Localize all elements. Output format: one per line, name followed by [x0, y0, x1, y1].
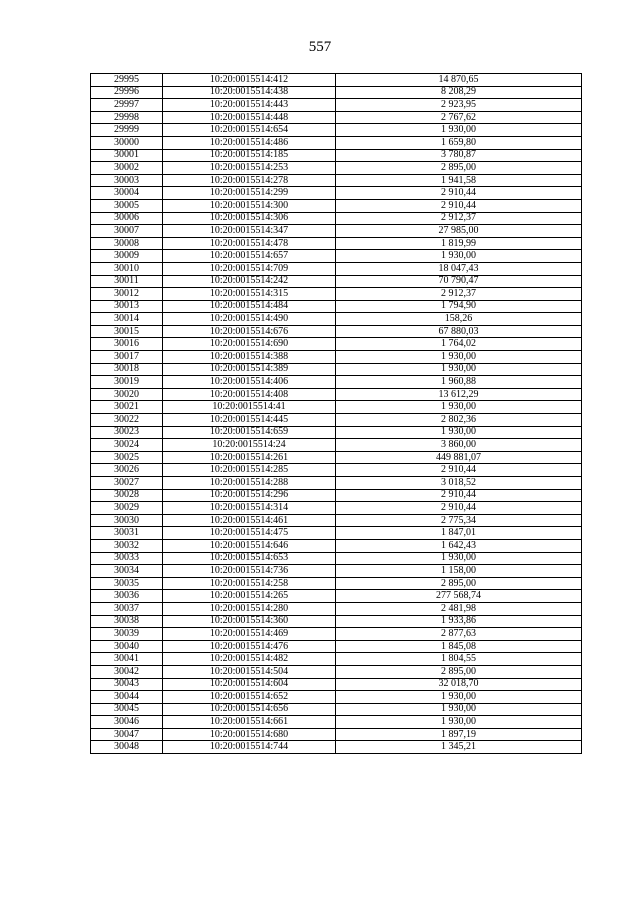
table-row: [91, 325, 582, 338]
row-number-cell: 30039: [91, 628, 163, 641]
cadastral-number-cell: 10:20:0015514:41: [163, 401, 336, 414]
cadastral-number-cell: 10:20:0015514:690: [163, 338, 336, 351]
cadastral-value-cell: 2 910,44: [336, 199, 582, 212]
cadastral-number-cell: 10:20:0015514:315: [163, 288, 336, 301]
cadastral-value-cell: 2 877,63: [336, 628, 582, 641]
cadastral-number-cell: 10:20:0015514:360: [163, 615, 336, 628]
table-row: [91, 741, 582, 754]
cadastral-value-cell: 1 794,90: [336, 300, 582, 313]
row-number-cell: 30010: [91, 262, 163, 275]
table-row: [91, 401, 582, 414]
cadastral-number-cell: 10:20:0015514:314: [163, 502, 336, 515]
table-row: [91, 665, 582, 678]
cadastral-number-cell: 10:20:0015514:469: [163, 628, 336, 641]
table-row: [91, 716, 582, 729]
table-row: [91, 313, 582, 326]
cadastral-number-cell: 10:20:0015514:300: [163, 199, 336, 212]
table-row: [91, 439, 582, 452]
cadastral-value-cell: 18 047,43: [336, 262, 582, 275]
cadastral-number-cell: 10:20:0015514:299: [163, 187, 336, 200]
table-row: [91, 489, 582, 502]
cadastral-number-cell: 10:20:0015514:278: [163, 174, 336, 187]
cadastral-value-cell: 1 930,00: [336, 124, 582, 137]
row-number-cell: 30002: [91, 162, 163, 175]
cadastral-number-cell: 10:20:0015514:659: [163, 426, 336, 439]
cadastral-value-cell: 1 941,58: [336, 174, 582, 187]
table-row: [91, 514, 582, 527]
cadastral-number-cell: 10:20:0015514:438: [163, 86, 336, 99]
row-number-cell: 29995: [91, 74, 163, 87]
table-row: [91, 74, 582, 87]
row-number-cell: 30022: [91, 414, 163, 427]
row-number-cell: 30011: [91, 275, 163, 288]
table-row: [91, 477, 582, 490]
row-number-cell: 30023: [91, 426, 163, 439]
table-row: [91, 149, 582, 162]
row-number-cell: 30000: [91, 136, 163, 149]
cadastral-value-cell: 1 930,00: [336, 703, 582, 716]
cadastral-value-cell: 2 895,00: [336, 162, 582, 175]
cadastral-value-cell: 2 481,98: [336, 602, 582, 615]
table-row: [91, 262, 582, 275]
cadastral-value-cell: 1 659,80: [336, 136, 582, 149]
row-number-cell: 30025: [91, 451, 163, 464]
cadastral-number-cell: 10:20:0015514:445: [163, 414, 336, 427]
cadastral-number-cell: 10:20:0015514:484: [163, 300, 336, 313]
cadastral-value-cell: 1 897,19: [336, 728, 582, 741]
cadastral-number-cell: 10:20:0015514:654: [163, 124, 336, 137]
table-row: [91, 199, 582, 212]
table-row: [91, 451, 582, 464]
row-number-cell: 30016: [91, 338, 163, 351]
row-number-cell: 30042: [91, 665, 163, 678]
cadastral-value-cell: 2 910,44: [336, 502, 582, 515]
table-row: [91, 728, 582, 741]
row-number-cell: 30041: [91, 653, 163, 666]
cadastral-value-cell: 32 018,70: [336, 678, 582, 691]
cadastral-value-cell: 13 612,29: [336, 388, 582, 401]
cadastral-value-cell: 1 930,00: [336, 351, 582, 364]
row-number-cell: 30014: [91, 313, 163, 326]
row-number-cell: 30032: [91, 539, 163, 552]
row-number-cell: 30013: [91, 300, 163, 313]
table-row: [91, 602, 582, 615]
cadastral-number-cell: 10:20:0015514:261: [163, 451, 336, 464]
row-number-cell: 30027: [91, 477, 163, 490]
table-row: [91, 162, 582, 175]
cadastral-number-cell: 10:20:0015514:443: [163, 99, 336, 112]
table-row: [91, 300, 582, 313]
row-number-cell: 30029: [91, 502, 163, 515]
cadastral-number-cell: 10:20:0015514:744: [163, 741, 336, 754]
row-number-cell: 30043: [91, 678, 163, 691]
table-row: [91, 565, 582, 578]
cadastral-number-cell: 10:20:0015514:296: [163, 489, 336, 502]
cadastral-number-cell: 10:20:0015514:646: [163, 539, 336, 552]
cadastral-value-cell: 1 642,43: [336, 539, 582, 552]
table-row: [91, 86, 582, 99]
table-body: [91, 74, 582, 754]
cadastral-value-cell: 67 880,03: [336, 325, 582, 338]
table-row: [91, 363, 582, 376]
row-number-cell: 30004: [91, 187, 163, 200]
cadastral-value-cell: 1 930,00: [336, 716, 582, 729]
cadastral-number-cell: 10:20:0015514:412: [163, 74, 336, 87]
row-number-cell: 30033: [91, 552, 163, 565]
cadastral-value-cell: 2 802,36: [336, 414, 582, 427]
table-row: [91, 351, 582, 364]
cadastral-value-cell: 2 912,37: [336, 288, 582, 301]
cadastral-value-cell: 2 923,95: [336, 99, 582, 112]
cadastral-number-cell: 10:20:0015514:475: [163, 527, 336, 540]
cadastral-number-cell: 10:20:0015514:478: [163, 237, 336, 250]
table-row: [91, 628, 582, 641]
table-row: [91, 338, 582, 351]
cadastral-number-cell: 10:20:0015514:657: [163, 250, 336, 263]
row-number-cell: 30040: [91, 640, 163, 653]
cadastral-number-cell: 10:20:0015514:736: [163, 565, 336, 578]
row-number-cell: 30008: [91, 237, 163, 250]
cadastral-value-table: [90, 73, 582, 754]
row-number-cell: 29998: [91, 111, 163, 124]
cadastral-number-cell: 10:20:0015514:388: [163, 351, 336, 364]
cadastral-value-cell: 3 018,52: [336, 477, 582, 490]
row-number-cell: 30015: [91, 325, 163, 338]
page-number: 557: [308, 39, 332, 55]
cadastral-number-cell: 10:20:0015514:653: [163, 552, 336, 565]
cadastral-number-cell: 10:20:0015514:347: [163, 225, 336, 238]
table-row: [91, 174, 582, 187]
table-row: [91, 502, 582, 515]
row-number-cell: 29996: [91, 86, 163, 99]
cadastral-number-cell: 10:20:0015514:389: [163, 363, 336, 376]
cadastral-value-cell: 449 881,07: [336, 451, 582, 464]
cadastral-value-cell: 1 847,01: [336, 527, 582, 540]
cadastral-value-cell: 2 910,44: [336, 187, 582, 200]
row-number-cell: 30031: [91, 527, 163, 540]
cadastral-number-cell: 10:20:0015514:288: [163, 477, 336, 490]
table-row: [91, 464, 582, 477]
table-row: [91, 99, 582, 112]
row-number-cell: 30036: [91, 590, 163, 603]
cadastral-value-cell: 1 930,00: [336, 691, 582, 704]
cadastral-value-cell: 1 764,02: [336, 338, 582, 351]
cadastral-number-cell: 10:20:0015514:482: [163, 653, 336, 666]
cadastral-value-cell: 1 960,88: [336, 376, 582, 389]
table-row: [91, 136, 582, 149]
cadastral-number-cell: 10:20:0015514:680: [163, 728, 336, 741]
table-row: [91, 124, 582, 137]
cadastral-number-cell: 10:20:0015514:486: [163, 136, 336, 149]
cadastral-number-cell: 10:20:0015514:661: [163, 716, 336, 729]
cadastral-number-cell: 10:20:0015514:448: [163, 111, 336, 124]
cadastral-number-cell: 10:20:0015514:242: [163, 275, 336, 288]
cadastral-value-cell: 27 985,00: [336, 225, 582, 238]
row-number-cell: 30006: [91, 212, 163, 225]
row-number-cell: 30003: [91, 174, 163, 187]
table-row: [91, 703, 582, 716]
table-row: [91, 376, 582, 389]
row-number-cell: 30044: [91, 691, 163, 704]
row-number-cell: 29997: [91, 99, 163, 112]
cadastral-number-cell: 10:20:0015514:476: [163, 640, 336, 653]
table-row: [91, 237, 582, 250]
table-row: [91, 640, 582, 653]
cadastral-value-cell: 2 775,34: [336, 514, 582, 527]
cadastral-number-cell: 10:20:0015514:504: [163, 665, 336, 678]
table-row: [91, 552, 582, 565]
row-number-cell: 30018: [91, 363, 163, 376]
cadastral-value-cell: 1 930,00: [336, 250, 582, 263]
table-row: [91, 225, 582, 238]
table-row: [91, 187, 582, 200]
cadastral-value-cell: 2 912,37: [336, 212, 582, 225]
row-number-cell: 30045: [91, 703, 163, 716]
row-number-cell: 30038: [91, 615, 163, 628]
cadastral-value-cell: 277 568,74: [336, 590, 582, 603]
table-row: [91, 678, 582, 691]
cadastral-value-cell: 3 860,00: [336, 439, 582, 452]
cadastral-value-cell: 2 910,44: [336, 464, 582, 477]
table-row: [91, 414, 582, 427]
cadastral-number-cell: 10:20:0015514:408: [163, 388, 336, 401]
cadastral-value-cell: 70 790,47: [336, 275, 582, 288]
table-row: [91, 388, 582, 401]
cadastral-number-cell: 10:20:0015514:676: [163, 325, 336, 338]
table-row: [91, 527, 582, 540]
cadastral-number-cell: 10:20:0015514:265: [163, 590, 336, 603]
cadastral-number-cell: 10:20:0015514:461: [163, 514, 336, 527]
cadastral-value-cell: 14 870,65: [336, 74, 582, 87]
table-row: [91, 426, 582, 439]
row-number-cell: 30030: [91, 514, 163, 527]
cadastral-value-cell: 1 819,99: [336, 237, 582, 250]
cadastral-value-cell: 2 895,00: [336, 577, 582, 590]
cadastral-number-cell: 10:20:0015514:604: [163, 678, 336, 691]
table-row: [91, 212, 582, 225]
cadastral-number-cell: 10:20:0015514:253: [163, 162, 336, 175]
row-number-cell: 30021: [91, 401, 163, 414]
row-number-cell: 29999: [91, 124, 163, 137]
row-number-cell: 30046: [91, 716, 163, 729]
row-number-cell: 30035: [91, 577, 163, 590]
table-row: [91, 577, 582, 590]
cadastral-number-cell: 10:20:0015514:258: [163, 577, 336, 590]
table-row: [91, 275, 582, 288]
table-row: [91, 615, 582, 628]
cadastral-value-cell: 2 910,44: [336, 489, 582, 502]
table-row: [91, 539, 582, 552]
row-number-cell: 30048: [91, 741, 163, 754]
cadastral-value-cell: 2 767,62: [336, 111, 582, 124]
cadastral-number-cell: 10:20:0015514:306: [163, 212, 336, 225]
cadastral-number-cell: 10:20:0015514:185: [163, 149, 336, 162]
row-number-cell: 30026: [91, 464, 163, 477]
row-number-cell: 30005: [91, 199, 163, 212]
cadastral-value-cell: 1 845,08: [336, 640, 582, 653]
row-number-cell: 30012: [91, 288, 163, 301]
cadastral-number-cell: 10:20:0015514:280: [163, 602, 336, 615]
row-number-cell: 30007: [91, 225, 163, 238]
cadastral-number-cell: 10:20:0015514:709: [163, 262, 336, 275]
row-number-cell: 30020: [91, 388, 163, 401]
row-number-cell: 30017: [91, 351, 163, 364]
cadastral-value-cell: 158,26: [336, 313, 582, 326]
cadastral-number-cell: 10:20:0015514:406: [163, 376, 336, 389]
cadastral-value-cell: 2 895,00: [336, 665, 582, 678]
cadastral-value-cell: 1 804,55: [336, 653, 582, 666]
cadastral-value-cell: 3 780,87: [336, 149, 582, 162]
row-number-cell: 30001: [91, 149, 163, 162]
cadastral-value-cell: 8 208,29: [336, 86, 582, 99]
cadastral-number-cell: 10:20:0015514:24: [163, 439, 336, 452]
row-number-cell: 30028: [91, 489, 163, 502]
cadastral-value-cell: 1 345,21: [336, 741, 582, 754]
row-number-cell: 30019: [91, 376, 163, 389]
cadastral-value-cell: 1 933,86: [336, 615, 582, 628]
cadastral-number-cell: 10:20:0015514:490: [163, 313, 336, 326]
cadastral-value-cell: 1 158,00: [336, 565, 582, 578]
cadastral-value-cell: 1 930,00: [336, 363, 582, 376]
cadastral-number-cell: 10:20:0015514:656: [163, 703, 336, 716]
cadastral-value-cell: 1 930,00: [336, 426, 582, 439]
row-number-cell: 30034: [91, 565, 163, 578]
row-number-cell: 30047: [91, 728, 163, 741]
table-row: [91, 250, 582, 263]
table-row: [91, 288, 582, 301]
row-number-cell: 30024: [91, 439, 163, 452]
table-row: [91, 590, 582, 603]
cadastral-value-cell: 1 930,00: [336, 401, 582, 414]
cadastral-number-cell: 10:20:0015514:652: [163, 691, 336, 704]
cadastral-value-cell: 1 930,00: [336, 552, 582, 565]
row-number-cell: 30037: [91, 602, 163, 615]
cadastral-number-cell: 10:20:0015514:285: [163, 464, 336, 477]
table-row: [91, 111, 582, 124]
row-number-cell: 30009: [91, 250, 163, 263]
table-row: [91, 653, 582, 666]
table-row: [91, 691, 582, 704]
